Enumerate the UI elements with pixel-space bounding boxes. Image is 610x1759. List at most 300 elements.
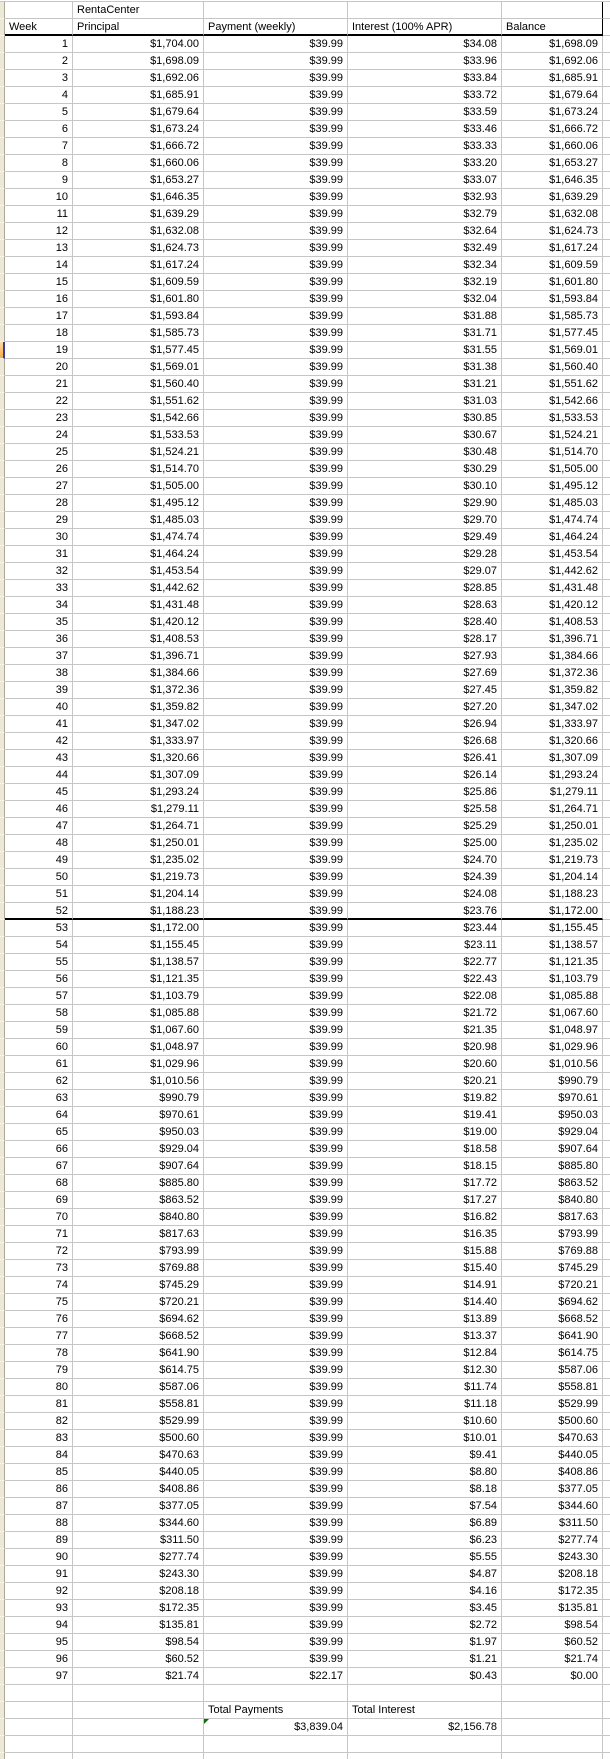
cell-principal[interactable]: $1,442.62 — [73, 580, 204, 597]
cell-principal[interactable]: $1,624.73 — [73, 240, 204, 257]
empty-cell[interactable] — [603, 954, 610, 971]
cell-interest[interactable] — [348, 1753, 502, 1759]
cell-week[interactable]: 34 — [5, 597, 73, 614]
cell-interest[interactable]: $30.29 — [348, 461, 502, 478]
empty-cell[interactable] — [603, 1226, 610, 1243]
empty-cell[interactable] — [603, 291, 610, 308]
cell-payment[interactable]: $39.99 — [204, 1107, 348, 1124]
cell-payment[interactable]: $39.99 — [204, 1294, 348, 1311]
cell-payment[interactable] — [204, 1753, 348, 1759]
cell-payment[interactable]: $39.99 — [204, 954, 348, 971]
cell-principal[interactable]: $990.79 — [73, 1090, 204, 1107]
cell-principal[interactable]: $1,333.97 — [73, 733, 204, 750]
cell-principal[interactable]: $1,542.66 — [73, 410, 204, 427]
cell-week[interactable]: 96 — [5, 1651, 73, 1668]
empty-cell[interactable] — [603, 1515, 610, 1532]
empty-cell[interactable] — [603, 1481, 610, 1498]
cell-interest[interactable]: $13.89 — [348, 1311, 502, 1328]
cell-balance[interactable]: $1,673.24 — [502, 104, 603, 121]
cell-principal[interactable]: $1,495.12 — [73, 495, 204, 512]
cell-payment[interactable]: $39.99 — [204, 240, 348, 257]
empty-cell[interactable] — [603, 733, 610, 750]
empty-cell[interactable] — [603, 886, 610, 903]
cell-principal[interactable] — [73, 1753, 204, 1759]
cell-principal[interactable]: $243.30 — [73, 1566, 204, 1583]
cell-principal[interactable]: $1,593.84 — [73, 308, 204, 325]
cell-payment[interactable]: $39.99 — [204, 427, 348, 444]
empty-cell[interactable] — [603, 1464, 610, 1481]
cell-payment[interactable]: $39.99 — [204, 1073, 348, 1090]
cell-payment[interactable]: $39.99 — [204, 665, 348, 682]
cell-payment[interactable]: $39.99 — [204, 104, 348, 121]
empty-cell[interactable] — [603, 1005, 610, 1022]
empty-cell[interactable] — [603, 1685, 610, 1702]
cell-week[interactable]: 12 — [5, 223, 73, 240]
cell-interest[interactable]: $28.17 — [348, 631, 502, 648]
empty-cell[interactable] — [603, 937, 610, 954]
cell-interest[interactable]: $26.41 — [348, 750, 502, 767]
cell-week[interactable]: 41 — [5, 716, 73, 733]
cell-week[interactable]: 78 — [5, 1345, 73, 1362]
cell-balance[interactable]: $1,067.60 — [502, 1005, 603, 1022]
cell-week[interactable]: 85 — [5, 1464, 73, 1481]
cell-payment[interactable]: $39.99 — [204, 308, 348, 325]
empty-cell[interactable] — [603, 784, 610, 801]
empty-cell[interactable] — [603, 1345, 610, 1362]
cell-interest[interactable]: $8.18 — [348, 1481, 502, 1498]
cell-principal[interactable]: $377.05 — [73, 1498, 204, 1515]
cell-interest[interactable]: $30.48 — [348, 444, 502, 461]
empty-cell[interactable] — [603, 461, 610, 478]
empty-cell[interactable] — [603, 631, 610, 648]
empty-cell[interactable] — [603, 393, 610, 410]
cell-balance[interactable]: $1,524.21 — [502, 427, 603, 444]
empty-cell[interactable] — [603, 53, 610, 70]
cell-payment[interactable]: $39.99 — [204, 682, 348, 699]
cell-interest[interactable]: $29.07 — [348, 563, 502, 580]
cell-balance[interactable]: $1,601.80 — [502, 274, 603, 291]
cell-week[interactable]: 16 — [5, 291, 73, 308]
cell-balance[interactable]: $208.18 — [502, 1566, 603, 1583]
empty-cell[interactable] — [603, 206, 610, 223]
empty-cell[interactable] — [603, 1583, 610, 1600]
empty-cell[interactable] — [603, 1209, 610, 1226]
cell-week[interactable]: 21 — [5, 376, 73, 393]
empty-cell[interactable] — [603, 1294, 610, 1311]
cell-payment[interactable]: $39.99 — [204, 461, 348, 478]
cell-balance[interactable]: $1,660.06 — [502, 138, 603, 155]
empty-cell[interactable] — [603, 580, 610, 597]
cell-interest[interactable] — [348, 1685, 502, 1702]
cell-interest[interactable]: $23.44 — [348, 920, 502, 937]
cell-principal[interactable] — [73, 1736, 204, 1753]
cell-balance[interactable]: $1,453.54 — [502, 546, 603, 563]
empty-cell[interactable] — [603, 2, 610, 19]
cell-balance[interactable]: $668.52 — [502, 1311, 603, 1328]
cell-payment[interactable]: $39.99 — [204, 410, 348, 427]
cell-week[interactable]: 59 — [5, 1022, 73, 1039]
cell-principal[interactable]: $135.81 — [73, 1617, 204, 1634]
cell-balance[interactable]: $1,396.71 — [502, 631, 603, 648]
cell-balance[interactable]: $1,155.45 — [502, 920, 603, 937]
cell-interest[interactable]: $32.04 — [348, 291, 502, 308]
cell-principal[interactable]: $558.81 — [73, 1396, 204, 1413]
cell-balance[interactable]: $950.03 — [502, 1107, 603, 1124]
cell-payment[interactable]: $39.99 — [204, 274, 348, 291]
cell-balance[interactable]: $1,474.74 — [502, 512, 603, 529]
cell-principal[interactable] — [73, 1719, 204, 1736]
cell-payment[interactable]: $39.99 — [204, 1413, 348, 1430]
cell-interest[interactable]: $15.40 — [348, 1260, 502, 1277]
cell-payment[interactable]: $39.99 — [204, 631, 348, 648]
cell-payment[interactable]: $39.99 — [204, 325, 348, 342]
cell-week[interactable]: 75 — [5, 1294, 73, 1311]
cell-balance[interactable]: $558.81 — [502, 1379, 603, 1396]
cell-interest[interactable]: $31.55 — [348, 342, 502, 359]
cell-week[interactable]: 39 — [5, 682, 73, 699]
empty-cell[interactable] — [603, 1634, 610, 1651]
empty-cell[interactable] — [603, 546, 610, 563]
cell-principal[interactable]: $440.05 — [73, 1464, 204, 1481]
cell-principal[interactable]: $172.35 — [73, 1600, 204, 1617]
cell-principal[interactable]: $1,660.06 — [73, 155, 204, 172]
cell-payment[interactable]: $39.99 — [204, 1311, 348, 1328]
cell-interest[interactable]: $22.43 — [348, 971, 502, 988]
cell-week[interactable]: 67 — [5, 1158, 73, 1175]
cell-interest[interactable]: $27.20 — [348, 699, 502, 716]
cell-payment[interactable]: $39.99 — [204, 1379, 348, 1396]
cell-principal[interactable] — [73, 1702, 204, 1719]
cell-week[interactable]: 32 — [5, 563, 73, 580]
cell-balance[interactable]: $1,495.12 — [502, 478, 603, 495]
cell-balance[interactable]: $21.74 — [502, 1651, 603, 1668]
empty-cell[interactable] — [603, 444, 610, 461]
cell-payment[interactable]: $39.99 — [204, 87, 348, 104]
cell-balance[interactable]: $1,029.96 — [502, 1039, 603, 1056]
cell-interest[interactable]: $33.46 — [348, 121, 502, 138]
empty-cell[interactable] — [603, 274, 610, 291]
cell-principal[interactable]: $1,685.91 — [73, 87, 204, 104]
empty-cell[interactable] — [603, 648, 610, 665]
empty-cell[interactable] — [603, 104, 610, 121]
cell-payment[interactable]: $39.99 — [204, 257, 348, 274]
cell-balance[interactable]: $500.60 — [502, 1413, 603, 1430]
cell-balance[interactable]: $1,485.03 — [502, 495, 603, 512]
cell-payment[interactable]: $39.99 — [204, 1447, 348, 1464]
cell-balance[interactable]: $1,442.62 — [502, 563, 603, 580]
cell-week[interactable]: 2 — [5, 53, 73, 70]
cell-balance[interactable]: $1,264.71 — [502, 801, 603, 818]
cell-balance[interactable]: $529.99 — [502, 1396, 603, 1413]
empty-cell[interactable] — [603, 869, 610, 886]
cell-principal[interactable]: $1,347.02 — [73, 716, 204, 733]
cell-interest[interactable]: $1.21 — [348, 1651, 502, 1668]
empty-cell[interactable] — [603, 1022, 610, 1039]
cell-interest[interactable]: $31.03 — [348, 393, 502, 410]
cell-principal[interactable]: $1,396.71 — [73, 648, 204, 665]
cell-week[interactable]: 47 — [5, 818, 73, 835]
cell-principal[interactable]: $720.21 — [73, 1294, 204, 1311]
empty-cell[interactable] — [603, 1175, 610, 1192]
cell-principal[interactable]: $1,010.56 — [73, 1073, 204, 1090]
cell-interest[interactable]: $7.54 — [348, 1498, 502, 1515]
cell-week[interactable]: 44 — [5, 767, 73, 784]
empty-cell[interactable] — [603, 835, 610, 852]
cell-payment[interactable]: $39.99 — [204, 648, 348, 665]
cell-payment[interactable]: $39.99 — [204, 750, 348, 767]
empty-cell[interactable] — [603, 1413, 610, 1430]
cell-week[interactable]: 26 — [5, 461, 73, 478]
cell-week[interactable]: 89 — [5, 1532, 73, 1549]
cell-payment[interactable]: $39.99 — [204, 376, 348, 393]
cell-balance[interactable]: $745.29 — [502, 1260, 603, 1277]
cell-week[interactable]: 31 — [5, 546, 73, 563]
cell-payment[interactable]: $39.99 — [204, 920, 348, 937]
cell-week[interactable]: 83 — [5, 1430, 73, 1447]
cell-week[interactable] — [5, 1736, 73, 1753]
cell-interest[interactable]: $28.85 — [348, 580, 502, 597]
cell-week[interactable]: 88 — [5, 1515, 73, 1532]
cell-payment[interactable]: $39.99 — [204, 1226, 348, 1243]
cell-week[interactable]: 17 — [5, 308, 73, 325]
cell-interest[interactable]: $17.27 — [348, 1192, 502, 1209]
cell-balance[interactable]: $863.52 — [502, 1175, 603, 1192]
cell-principal[interactable]: $1,103.79 — [73, 988, 204, 1005]
empty-cell[interactable] — [603, 818, 610, 835]
cell-principal[interactable]: $1,372.36 — [73, 682, 204, 699]
cell-interest[interactable]: $24.39 — [348, 869, 502, 886]
empty-cell[interactable] — [603, 597, 610, 614]
cell-principal[interactable]: $587.06 — [73, 1379, 204, 1396]
empty-cell[interactable] — [603, 750, 610, 767]
cell-balance[interactable]: $1,420.12 — [502, 597, 603, 614]
cell-interest[interactable]: $30.67 — [348, 427, 502, 444]
cell-balance[interactable]: $885.80 — [502, 1158, 603, 1175]
cell-payment[interactable]: $39.99 — [204, 886, 348, 903]
empty-cell[interactable] — [603, 920, 610, 937]
cell-principal[interactable]: $1,569.01 — [73, 359, 204, 376]
cell-interest[interactable]: $29.28 — [348, 546, 502, 563]
empty-cell[interactable] — [603, 189, 610, 206]
empty-cell[interactable] — [603, 1073, 610, 1090]
empty-cell[interactable] — [603, 1379, 610, 1396]
cell-interest[interactable]: $25.86 — [348, 784, 502, 801]
cell-payment[interactable]: $39.99 — [204, 1192, 348, 1209]
cell-payment[interactable]: $39.99 — [204, 1481, 348, 1498]
cell-payment[interactable] — [204, 1736, 348, 1753]
cell-week[interactable]: 45 — [5, 784, 73, 801]
cell-week[interactable]: 9 — [5, 172, 73, 189]
cell-balance[interactable]: $1,085.88 — [502, 988, 603, 1005]
cell-balance[interactable]: $614.75 — [502, 1345, 603, 1362]
cell-balance[interactable]: $840.80 — [502, 1192, 603, 1209]
cell-interest[interactable]: $26.68 — [348, 733, 502, 750]
cell-interest[interactable]: $18.58 — [348, 1141, 502, 1158]
cell-interest[interactable]: $6.23 — [348, 1532, 502, 1549]
cell-week[interactable]: 90 — [5, 1549, 73, 1566]
empty-cell[interactable] — [603, 172, 610, 189]
cell-week[interactable]: 37 — [5, 648, 73, 665]
empty-cell[interactable] — [603, 1566, 610, 1583]
cell-principal[interactable]: $1,172.00 — [73, 920, 204, 937]
cell-payment[interactable]: $39.99 — [204, 1600, 348, 1617]
cell-week[interactable]: 5 — [5, 104, 73, 121]
cell-principal[interactable]: $277.74 — [73, 1549, 204, 1566]
empty-cell[interactable] — [603, 1668, 610, 1685]
cell-balance[interactable]: $135.81 — [502, 1600, 603, 1617]
cell-week[interactable]: 18 — [5, 325, 73, 342]
cell-payment[interactable]: $39.99 — [204, 903, 348, 920]
cell-principal[interactable]: $1,617.24 — [73, 257, 204, 274]
cell-interest[interactable]: $6.89 — [348, 1515, 502, 1532]
cell-week[interactable]: 65 — [5, 1124, 73, 1141]
cell-payment[interactable]: $39.99 — [204, 172, 348, 189]
cell-week[interactable]: 14 — [5, 257, 73, 274]
cell-balance[interactable]: $1,666.72 — [502, 121, 603, 138]
cell-interest[interactable]: $4.16 — [348, 1583, 502, 1600]
cell-interest[interactable]: $20.60 — [348, 1056, 502, 1073]
cell-balance[interactable]: $470.63 — [502, 1430, 603, 1447]
cell-interest[interactable]: $32.19 — [348, 274, 502, 291]
cell-week[interactable]: 19 — [5, 342, 73, 359]
cell-payment[interactable]: $39.99 — [204, 359, 348, 376]
cell-payment[interactable]: $39.99 — [204, 1345, 348, 1362]
cell-balance[interactable]: $1,692.06 — [502, 53, 603, 70]
cell-payment[interactable]: $39.99 — [204, 1005, 348, 1022]
empty-cell[interactable] — [603, 1056, 610, 1073]
cell-payment[interactable]: $39.99 — [204, 70, 348, 87]
empty-cell[interactable] — [603, 359, 610, 376]
cell-week[interactable]: 80 — [5, 1379, 73, 1396]
cell-payment[interactable]: $39.99 — [204, 971, 348, 988]
cell-week[interactable]: 46 — [5, 801, 73, 818]
cell-week[interactable]: 68 — [5, 1175, 73, 1192]
cell-interest[interactable]: $28.63 — [348, 597, 502, 614]
cell-interest[interactable]: $24.08 — [348, 886, 502, 903]
cell-principal[interactable]: $470.63 — [73, 1447, 204, 1464]
cell-payment[interactable]: $39.99 — [204, 1566, 348, 1583]
cell-balance[interactable] — [502, 2, 603, 19]
cell-week[interactable]: 50 — [5, 869, 73, 886]
cell-interest[interactable]: $32.93 — [348, 189, 502, 206]
cell-interest[interactable]: $8.80 — [348, 1464, 502, 1481]
empty-cell[interactable] — [603, 121, 610, 138]
cell-week[interactable]: 29 — [5, 512, 73, 529]
cell-week[interactable]: 77 — [5, 1328, 73, 1345]
cell-payment[interactable] — [204, 2, 348, 19]
cell-balance[interactable]: $344.60 — [502, 1498, 603, 1515]
cell-week[interactable]: 8 — [5, 155, 73, 172]
cell-balance[interactable]: $1,593.84 — [502, 291, 603, 308]
cell-payment[interactable]: $39.99 — [204, 138, 348, 155]
cell-week[interactable]: 43 — [5, 750, 73, 767]
cell-payment[interactable]: $39.99 — [204, 155, 348, 172]
cell-balance[interactable]: $1,685.91 — [502, 70, 603, 87]
cell-principal[interactable]: $1,293.24 — [73, 784, 204, 801]
cell-balance[interactable]: $1,372.36 — [502, 665, 603, 682]
cell-principal[interactable]: $840.80 — [73, 1209, 204, 1226]
cell-week[interactable]: 38 — [5, 665, 73, 682]
cell-principal[interactable]: $1,235.02 — [73, 852, 204, 869]
cell-interest[interactable]: $32.79 — [348, 206, 502, 223]
empty-cell[interactable] — [603, 801, 610, 818]
empty-cell[interactable] — [603, 1498, 610, 1515]
cell-interest[interactable]: $24.70 — [348, 852, 502, 869]
cell-balance[interactable]: $1,103.79 — [502, 971, 603, 988]
empty-cell[interactable] — [603, 1430, 610, 1447]
cell-interest[interactable]: $14.40 — [348, 1294, 502, 1311]
cell-principal[interactable]: $1,524.21 — [73, 444, 204, 461]
cell-week[interactable]: 20 — [5, 359, 73, 376]
cell-principal[interactable]: $885.80 — [73, 1175, 204, 1192]
cell-payment[interactable]: $39.99 — [204, 189, 348, 206]
cell-principal[interactable]: $1,155.45 — [73, 937, 204, 954]
cell-interest[interactable]: $31.88 — [348, 308, 502, 325]
cell-interest[interactable]: $23.11 — [348, 937, 502, 954]
cell-interest[interactable]: $23.76 — [348, 903, 502, 920]
cell-balance[interactable]: $694.62 — [502, 1294, 603, 1311]
cell-week[interactable]: 15 — [5, 274, 73, 291]
empty-cell[interactable] — [603, 665, 610, 682]
cell-week[interactable]: 22 — [5, 393, 73, 410]
empty-cell[interactable] — [603, 342, 610, 359]
empty-cell[interactable] — [603, 325, 610, 342]
cell-balance[interactable]: $1,279.11 — [502, 784, 603, 801]
cell-principal[interactable]: $929.04 — [73, 1141, 204, 1158]
cell-week[interactable]: 36 — [5, 631, 73, 648]
cell-principal[interactable]: $529.99 — [73, 1413, 204, 1430]
cell-week[interactable]: 92 — [5, 1583, 73, 1600]
cell-balance[interactable]: $243.30 — [502, 1549, 603, 1566]
empty-cell[interactable] — [603, 478, 610, 495]
cell-interest[interactable]: $33.33 — [348, 138, 502, 155]
cell-week[interactable]: 64 — [5, 1107, 73, 1124]
cell-balance[interactable]: $1,624.73 — [502, 223, 603, 240]
cell-week[interactable]: 60 — [5, 1039, 73, 1056]
cell-interest[interactable]: $2.72 — [348, 1617, 502, 1634]
cell-interest[interactable]: $25.00 — [348, 835, 502, 852]
cell-principal[interactable]: $1,085.88 — [73, 1005, 204, 1022]
cell-interest[interactable]: $14.91 — [348, 1277, 502, 1294]
cell-interest[interactable]: $26.94 — [348, 716, 502, 733]
cell-week[interactable]: 1 — [5, 36, 73, 53]
cell-balance[interactable]: $1,698.09 — [502, 36, 603, 53]
cell-payment[interactable]: $39.99 — [204, 342, 348, 359]
cell-principal[interactable]: $745.29 — [73, 1277, 204, 1294]
column-header-week[interactable]: Week — [5, 19, 73, 36]
cell-week[interactable]: 4 — [5, 87, 73, 104]
cell-payment[interactable]: $39.99 — [204, 1056, 348, 1073]
cell-principal[interactable]: $1,121.35 — [73, 971, 204, 988]
cell-week[interactable]: 33 — [5, 580, 73, 597]
cell-principal[interactable]: $1,219.73 — [73, 869, 204, 886]
cell-balance[interactable]: $1,542.66 — [502, 393, 603, 410]
cell-interest[interactable]: $16.82 — [348, 1209, 502, 1226]
cell-payment[interactable]: $39.99 — [204, 1651, 348, 1668]
empty-cell[interactable] — [603, 240, 610, 257]
cell-payment[interactable]: $39.99 — [204, 1328, 348, 1345]
empty-cell[interactable] — [603, 19, 610, 36]
cell-principal[interactable]: $311.50 — [73, 1532, 204, 1549]
cell-payment[interactable]: $39.99 — [204, 580, 348, 597]
cell-balance[interactable]: $1,617.24 — [502, 240, 603, 257]
cell-principal[interactable]: $1,551.62 — [73, 393, 204, 410]
cell-balance[interactable]: $1,464.24 — [502, 529, 603, 546]
cell-interest[interactable]: $31.71 — [348, 325, 502, 342]
cell-principal[interactable]: $950.03 — [73, 1124, 204, 1141]
empty-cell[interactable] — [603, 376, 610, 393]
cell-principal[interactable]: $793.99 — [73, 1243, 204, 1260]
